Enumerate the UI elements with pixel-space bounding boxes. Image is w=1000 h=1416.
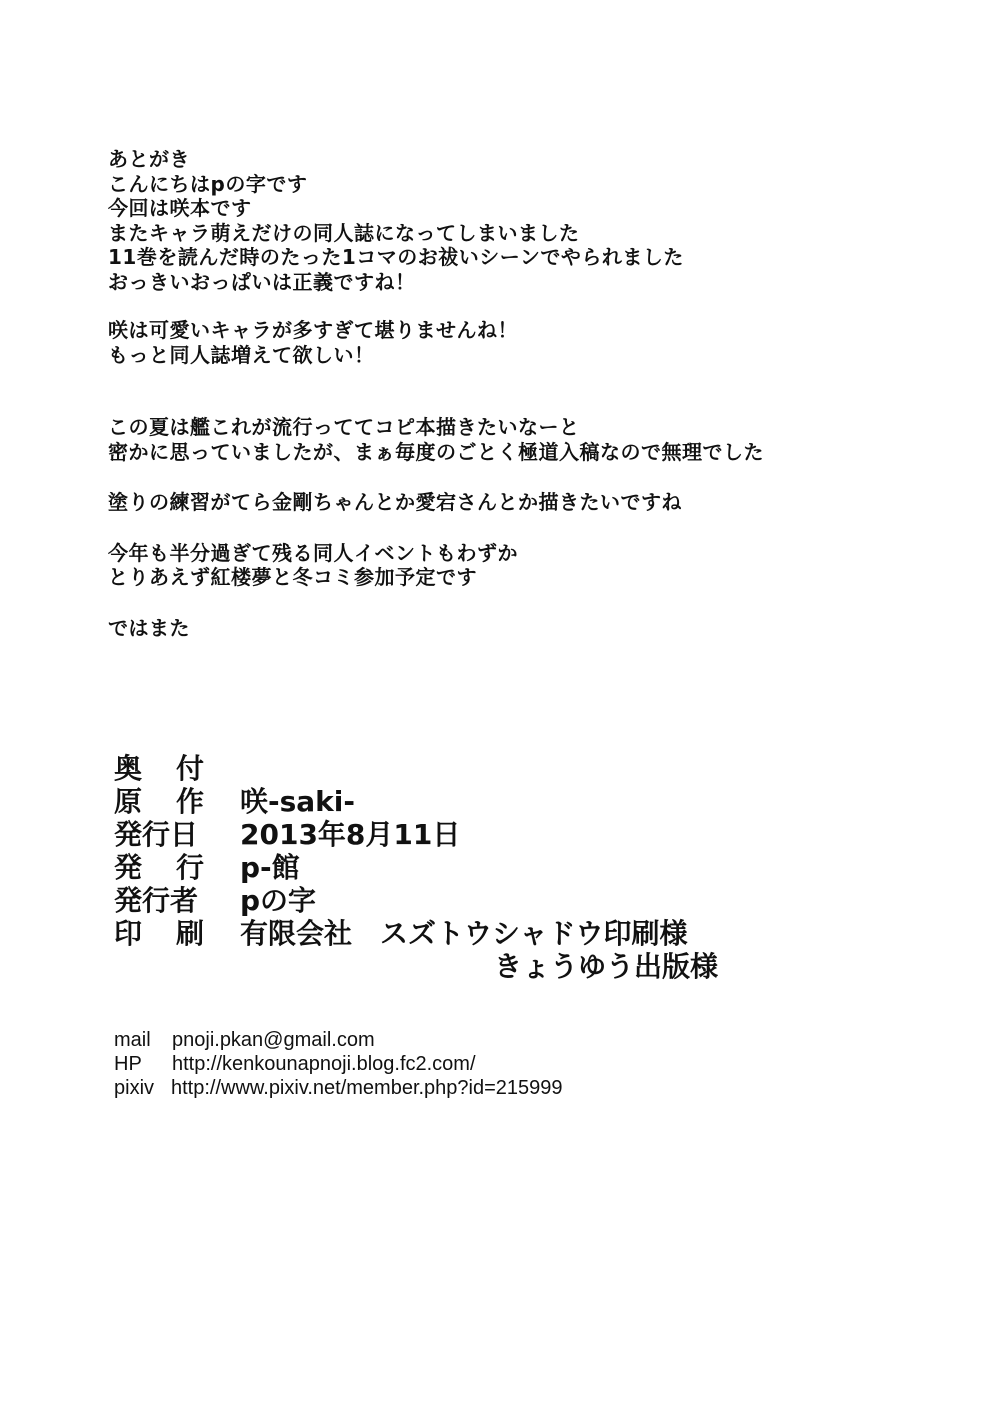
mail-label: mail <box>114 1029 151 1051</box>
pixiv-url: http://www.pixiv.net/member.php?id=215999 <box>171 1077 563 1099</box>
publisher-label: 発行 <box>114 851 239 884</box>
paragraph-gap <box>108 590 968 616</box>
colophon-heading: 奥付 <box>114 752 239 785</box>
afterword-line: 今回は咲本です <box>108 196 252 220</box>
afterword-line: こんにちはpの字です <box>108 171 308 196</box>
colophon-author-row <box>114 884 874 917</box>
afterword-line: またキャラ萌えだけの同人誌になってしまいました <box>108 220 580 245</box>
afterword-line: 11巻を読んだ時のたった1コマのお祓いシーンでやられました <box>108 245 684 269</box>
afterword-line: 今年も半分過ぎて残る同人イベントもわずか <box>108 540 518 565</box>
colophon-heading-row <box>114 752 874 785</box>
afterword-text <box>108 147 968 640</box>
afterword-line: とりあえず紅楼夢と冬コミ参加予定です <box>108 565 477 589</box>
hp-url: http://kenkounapnoji.blog.fc2.com/ <box>172 1053 476 1075</box>
paragraph-gap <box>108 367 968 415</box>
afterword-heading: あとがき <box>108 147 190 171</box>
colophon-original-row <box>114 785 874 818</box>
date-value: 2013年8月11日 <box>240 818 461 851</box>
printing-label: 印刷 <box>114 917 239 950</box>
afterword-line: もっと同人誌増えて欲しい！ <box>108 342 375 367</box>
paragraph-gap <box>108 515 968 541</box>
original-label: 原作 <box>114 785 239 818</box>
afterword-line: 塗りの練習がてら金剛ちゃんとか愛宕さんとか描きたいですね <box>108 490 682 514</box>
paragraph-gap <box>108 464 968 490</box>
colophon-publisher-row <box>114 851 874 884</box>
paragraph-gap <box>108 294 968 318</box>
colophon <box>114 752 874 983</box>
colophon-date-row <box>114 818 874 851</box>
author-value: pの字 <box>240 884 317 917</box>
afterword-line: 咲は可愛いキャラが多すぎて堪りませんね！ <box>108 318 518 342</box>
pixiv-label: pixiv <box>114 1077 155 1099</box>
date-label: 発行日 <box>114 818 199 851</box>
colophon-printing-row <box>114 917 874 950</box>
printing-value: 有限会社 スズトウシャドウ印刷様 <box>240 917 688 950</box>
original-value: 咲-saki- <box>240 785 356 818</box>
author-label: 発行者 <box>114 884 199 917</box>
afterword-line: おっきいおっぱいは正義ですね！ <box>108 269 416 294</box>
afterword-line: この夏は艦これが流行っててコピ本描きたいなーと <box>108 415 580 439</box>
afterword-line: 密かに思っていましたが、まぁ毎度のごとく極道入稿なので無理でした <box>108 439 764 464</box>
colophon-printing-row-2 <box>114 950 874 983</box>
mail-address: pnoji.pkan@gmail.com <box>172 1029 375 1051</box>
printing-value-2: きょうゆう出版様 <box>494 950 719 983</box>
afterword-line: ではまた <box>108 615 190 640</box>
publisher-value: p-館 <box>240 851 300 884</box>
hp-label: HP <box>114 1053 142 1075</box>
